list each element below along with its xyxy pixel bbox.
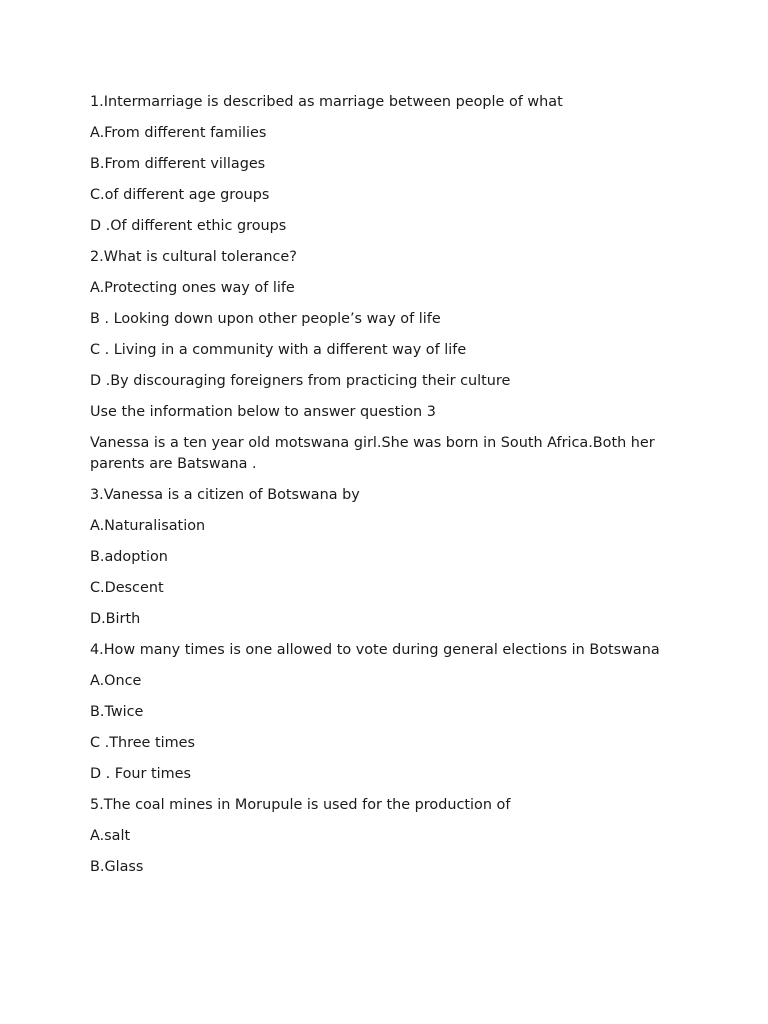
question-2-option-c: C . Living in a community with a different way of life bbox=[90, 342, 467, 358]
question-1-option-a: A.From different families bbox=[90, 125, 267, 141]
question-3-option-b: B.adoption bbox=[90, 549, 168, 565]
question-2-option-d: D .By discouraging foreigners from practicing their culture bbox=[90, 373, 511, 389]
question-1-option-d: D .Of different ethic groups bbox=[90, 218, 287, 234]
question-4-option-d: D . Four times bbox=[90, 766, 191, 782]
question-3-option-c: C.Descent bbox=[90, 580, 164, 596]
question-2-text: 2.What is cultural tolerance? bbox=[90, 249, 297, 265]
instruction-text: Use the information below to answer question 3 bbox=[90, 404, 436, 420]
question-4-option-a: A.Once bbox=[90, 673, 142, 689]
question-2-option-a: A.Protecting ones way of life bbox=[90, 280, 295, 296]
document-page bbox=[90, 92, 680, 888]
question-5-option-a: A.salt bbox=[90, 828, 131, 844]
question-1-text: 1.Intermarriage is described as marriage between people of what bbox=[90, 94, 563, 110]
question-3-text: 3.Vanessa is a citizen of Botswana by bbox=[90, 487, 360, 503]
question-5-text: 5.The coal mines in Morupule is used for the production of bbox=[90, 797, 511, 813]
question-2-option-b: B . Looking down upon other people’s way of life bbox=[90, 311, 441, 327]
question-5-option-b: B.Glass bbox=[90, 859, 144, 875]
question-4-option-c: C .Three times bbox=[90, 735, 195, 751]
question-1-option-b: B.From different villages bbox=[90, 156, 266, 172]
question-1-option-c: C.of different age groups bbox=[90, 187, 270, 203]
passage-text: Vanessa is a ten year old motswana girl.She was born in South Africa.Both her parents are Batswana . bbox=[90, 435, 655, 472]
question-3-option-d: D.Birth bbox=[90, 611, 141, 627]
question-4-option-b: B.Twice bbox=[90, 704, 144, 720]
question-3-option-a: A.Naturalisation bbox=[90, 518, 206, 534]
question-4-text: 4.How many times is one allowed to vote during general elections in Botswana bbox=[90, 642, 660, 658]
